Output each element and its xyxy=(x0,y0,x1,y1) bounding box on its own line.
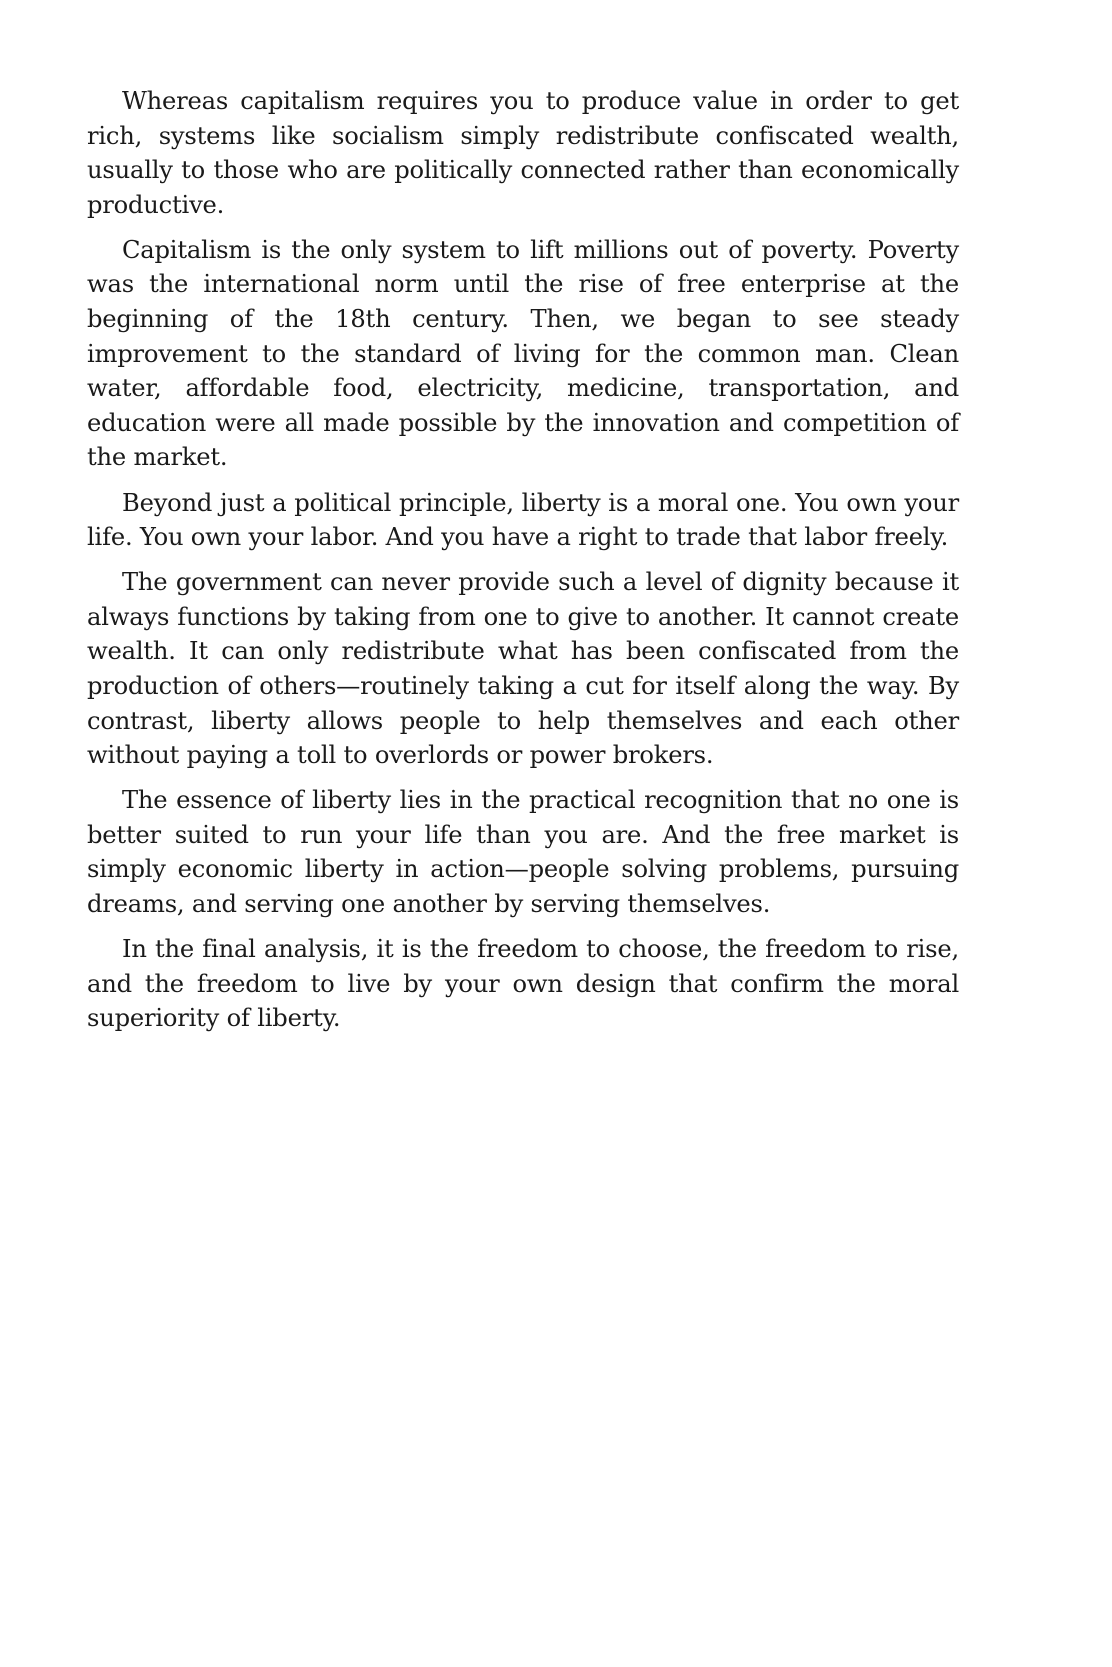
paragraph: Beyond just a political principle, liberty is a moral one. You own your life. You own your labor. And you have a right to trade that labor freely. xyxy=(87,488,959,552)
document-page xyxy=(87,84,959,1046)
paragraph: The essence of liberty lies in the practical recognition that no one is better suited to run your life than you are. And the free market is simply economic liberty in action—people solving problems, pursuing dreams, and serving one another by serving themselves. xyxy=(87,786,959,919)
paragraph: Whereas capitalism requires you to produce value in order to get rich, systems like socialism simply redistribute confiscated wealth, usually to those who are politically connected rather than economically productive. xyxy=(87,87,959,219)
paragraph: In the final analysis, it is the freedom to choose, the freedom to rise, and the freedom to live by your own design that confirm the moral superiority of liberty. xyxy=(87,935,959,1033)
paragraph: Capitalism is the only system to lift millions out of poverty. Poverty was the international norm until the rise of free enterprise at the beginning of the 18th century. Then, we began to see steady improvement to the standard of living for the common man. Clean water, affordable food, electricity, medicine, transportation, and education were all made possible by the innovation and competition of the market. xyxy=(87,235,959,472)
paragraph: The government can never provide such a level of dignity because it always functions by taking from one to give to another. It cannot create wealth. It can only redistribute what has been confiscated from the production of others—routinely taking a cut for itself along the way. By contrast, liberty allows people to help themselves and each other without paying a toll to overlords or power brokers. xyxy=(87,568,959,770)
